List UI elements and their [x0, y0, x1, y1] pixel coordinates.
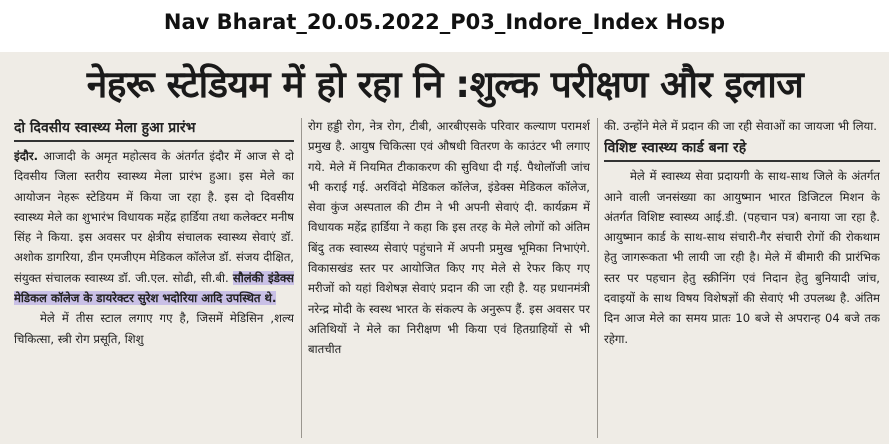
column1-paragraph-2: मेले में तीस स्टाल लगाए गए है, जिसमें मेडिसिन ,शल्य चिकित्सा, स्त्री रोग प्रसूति, शिशु	[14, 311, 294, 346]
column1-body: आजादी के अमृत महोत्सव के अंतर्गत इंदौर में आज से दो दिवसीय जिला स्तरीय स्वास्थ्य मेला प्रारंभ हुआ। इस मेले का आयोजन नेहरू स्टेडियम में किया जा रहा है. इस दो दिवसीय स्वास्थ्य मेले का शुभारंभ विधायक महेंद्र हार्डिया तथा कलेक्टर मनीष सिंह ने किया. इस अवसर पर क्षेत्रीय संचालक स्वास्थ्य सेवाएं डॉ. अशोक डागरिया, डीन एमजीएम मेडिकल कॉलेज डॉ. संजय दीक्षित, संयुक्त संचालक स्वास्थ्य डॉ. जी.एल. सोढी, सी.बी.	[14, 149, 294, 285]
column3-subheading: विशिष्ट स्वास्थ्य कार्ड बना रहे	[604, 136, 880, 162]
newspaper-clipping	[0, 52, 889, 444]
column1-subheading: दो दिवसीय स्वास्थ्य मेला हुआ प्रारंभ	[14, 116, 294, 142]
article-headline: नेहरू स्टेडियम में हो रहा नि :शुल्क परीक्षण और इलाज	[86, 63, 804, 106]
column3-body: मेले में स्वास्थ्य सेवा प्रदायगी के साथ-साथ जिले के अंतर्गत आने वाली जनसंख्या का आयुष्मान भारत डिजिटल मिशन के अंतर्गत विशिष्ट स्वास्थ्य आई.डी. (पहचान पत्र) बनाया जा रहा है. आयुष्मान कार्ड के साथ-साथ संचारी-गैर संचारी रोगों की रोकथाम हेतु जागरूकता भी लायी जा रही है। मेले में बीमारी की प्रारंभिक स्तर पर पहचान हेतु स्क्रीनिंग एवं निदान हेतु बुनियादी जांच, दवाइयों के साथ विषय विशेषज्ञों की सेवाएं भी उपलब्ध है. अंतिम दिन आज मेले का समय प्रातः 10 बजे से अपरान्ह 04 बजे तक रहेगा.	[604, 169, 880, 346]
column3-body-top: की. उन्होंने मेले में प्रदान की जा रही सेवाओं का जायजा भी लिया.	[604, 119, 877, 133]
clipping-caption: Nav Bharat_20.05.2022_P03_Indore_Index Hosp	[0, 0, 889, 52]
column1-paragraph-1	[14, 146, 294, 308]
column-divider	[301, 118, 302, 438]
highlighted-text: सौलंकी इंडेक्स मेडिकल कॉलेज के डायरेक्टर सुरेश भदोरिया आदि उपस्थित थे.	[14, 270, 294, 306]
column2-body: रोग हड्डी रोग, नेत्र रोग, टीबी, आरबीएसके परिवार कल्याण परामर्श प्रमुख है. आयुष चिकित्सा एवं औषधी वितरण के काउंटर भी लगाए गये. मेले में नियमित टीकाकरण की सुविधा दी गई. पैथोलॉजी जांच भी कराई गई. अरविंदो मेडिकल कॉलेज, इंडेक्स मेडिकल कॉलेज, सेवा कुंज अस्पताल की टीम ने भी अपनी सेवाएं दी. कार्यक्रम में विधायक महेंद्र हार्डिया ने कहा कि इस तरह के मेले लोगों को अंतिम बिंदु तक स्वास्थ्य सेवाएं पहुंचाने में अपनी प्रमुख भूमिका निभाएंगे. विकासखंड स्तर पर आयोजित किए गए मेले से रेफर किए गए मरीजों को यहां विशेषज्ञ सेवाएं प्रदान की जा रही है. यह प्रधानमंत्री नरेन्द्र मोदी के स्वस्थ भारत के संकल्प के अनुरूप हैं. इस अवसर पर अतिथियों ने मेले का निरीक्षण भी किया एवं हितग्राहियों से भी बातचीत	[308, 119, 590, 357]
article-column-2	[308, 116, 590, 444]
dateline: इंदौर.	[14, 149, 38, 163]
column-divider	[597, 118, 598, 438]
article-column-1	[14, 116, 294, 444]
article-column-3	[604, 116, 880, 444]
